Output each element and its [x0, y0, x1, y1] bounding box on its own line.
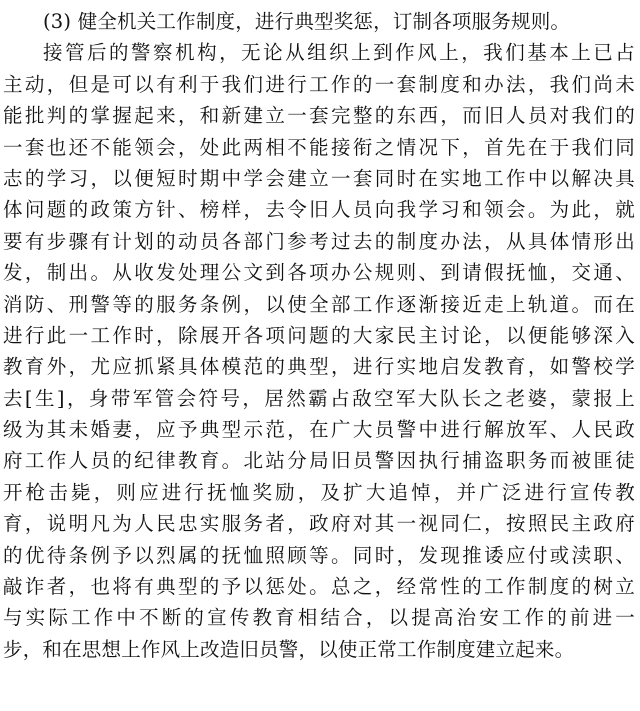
paragraph-line: 教育外，尤应抓紧具体模范的典型，进行实地启发教育，如警校学 [3, 355, 635, 379]
paragraph-line: 的优待条例予以烈属的抚恤照顾等。同时，发现推诿应付或渎职、 [3, 543, 635, 567]
paragraph-line: 敲诈者，也将有典型的予以惩处。总之，经常性的工作制度的树立 [3, 575, 635, 599]
paragraph-line: 消防、刑警等的服务条例，以使全部工作逐渐接近走上轨道。而在 [3, 292, 635, 316]
paragraph-line: 进行此一工作时，除展开各项问题的大家民主讨论，以便能够深入 [3, 323, 635, 347]
paragraph-line: 体问题的政策方针、榜样，去令旧人员向我学习和领会。为此，就 [3, 198, 635, 222]
paragraph-line: 要有步骤有计划的动员各部门参考过去的制度办法，从具体情形出 [3, 229, 635, 253]
paragraph-line: 步，和在思想上作风上改造旧员警，以使正常工作制度建立起来。 [3, 637, 575, 661]
paragraph-line: 志的学习，以便短时期中学会建立一套同时在实地工作中以解决具 [3, 166, 635, 190]
paragraph-line: 府工作人员的纪律教育。北站分局旧员警因执行捕盗职务而被匪徒 [3, 449, 635, 473]
paragraph-line: 育，说明凡为人民忠实服务者，政府对其一视同仁，按照民主政府 [3, 512, 635, 536]
paragraph-line: 与实际工作中不断的宣传教育相结合，以提高治安工作的前进一 [3, 606, 635, 630]
section-heading: (3) 健全机关工作制度，进行典型奖惩，订制各项服务规则。 [43, 10, 571, 33]
paragraph-line: 发，制出。从收发处理公文到各项办公规则、到请假抚恤，交通、 [3, 261, 635, 285]
paragraph-line: 去[生]，身带军管会符号，居然霸占敌空军大队长之老婆，蒙报上 [3, 386, 635, 410]
document-body [3, 6, 635, 665]
paragraph-line: 开枪击毙，则应进行抚恤奖励，及扩大追悼，并广泛进行宣传教 [3, 480, 635, 504]
paragraph-line: 级为其未婚妻，应予典型示范，在广大员警中进行解放军、人民政 [3, 418, 635, 442]
paragraph-line: 能批判的掌握起来，和新建立一套完整的东西，而旧人员对我们的 [3, 104, 635, 128]
paragraph-line: 一套也还不能领会，处此两相不能接衔之情况下，首先在于我们同 [3, 135, 635, 159]
paragraph-line: 接管后的警察机构，无论从组织上到作风上，我们基本上已占 [43, 41, 635, 65]
paragraph-line: 主动，但是可以有利于我们进行工作的一套制度和办法，我们尚未 [3, 72, 635, 96]
